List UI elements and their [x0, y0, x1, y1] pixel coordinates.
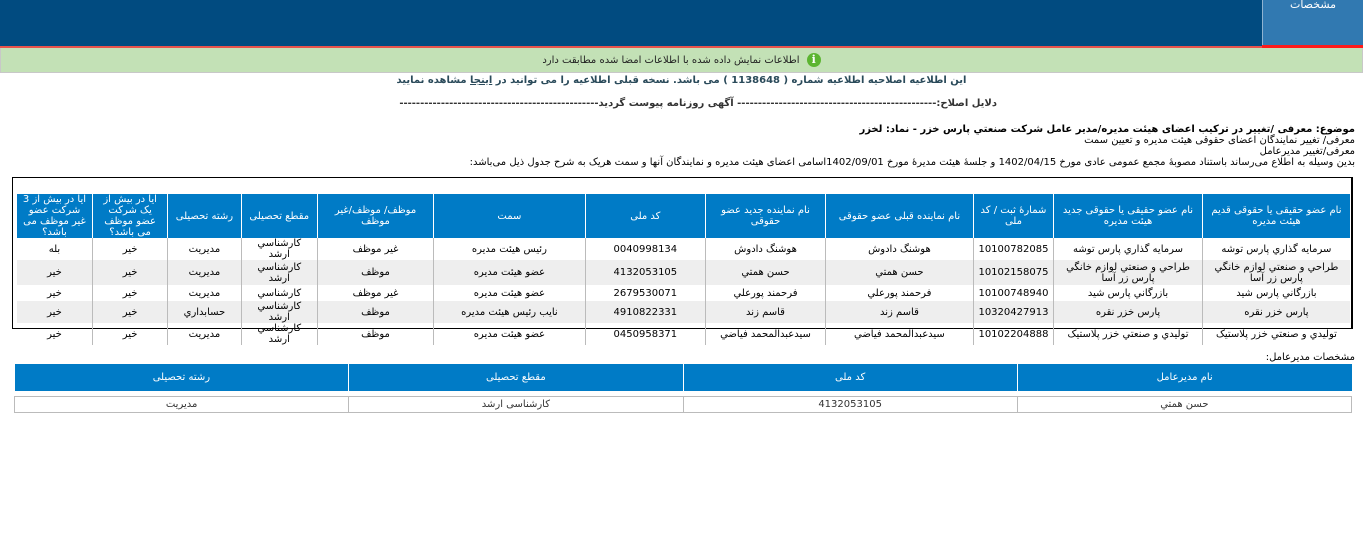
col-ceo-degree: مقطع تحصیلی [349, 364, 683, 391]
col-duty-status: موظف/ موظف/غیر موظف [317, 194, 433, 238]
cell-multi-duty: خیر [92, 301, 167, 323]
cell-prev-rep: سیدعبدالمحمد فیاضي [826, 323, 974, 345]
table-row [17, 323, 1350, 345]
cell-field: مدیریت [168, 260, 241, 285]
ceo-table-header-row [15, 364, 1352, 391]
cell-new-member: بازرگاني پارس شید [1054, 285, 1203, 301]
col-multi-nonduty: آیا در بیش از 3 شرکت عضو غیر موظف می باشد؟ [17, 194, 92, 238]
correction-note-suffix: مشاهده نمایید [396, 75, 467, 86]
cell-prev-rep: حسن همتي [826, 260, 974, 285]
cell-ceo-name: حسن همتي [1017, 396, 1351, 412]
verification-notice-text: اطلاعات نمایش داده شده با اطلاعات امضا شده مطابقت دارد [542, 55, 800, 66]
cell-prev-rep: هوشنگ دادوش [826, 238, 974, 260]
tab-details[interactable] [1262, 0, 1363, 45]
cell-reg-number: 10100782085 [973, 238, 1053, 260]
cell-position: رئیس هیئت مدیره [434, 238, 586, 260]
cell-duty-status: موظف [317, 301, 433, 323]
subject-line-2: معرفی/تغییر مدیرعامل [1259, 146, 1355, 157]
cell-degree: كارشناسي ارشد [241, 323, 317, 345]
cell-reg-number: 10320427913 [973, 301, 1053, 323]
table-row [17, 238, 1350, 260]
cell-multi-nonduty: خیر [47, 328, 62, 340]
cell-ceo-national-id: 4132053105 [683, 396, 1017, 412]
cell-position: عضو هیئت مدیره [434, 323, 586, 345]
cell-duty-status: غیر موظف [317, 238, 433, 260]
cell-new-member: طراحي و صنعتي لوازم خانگي پارس زر آسا [1054, 260, 1203, 285]
cell-national-id: 0040998134 [585, 238, 705, 260]
col-national-id: کد ملی [585, 194, 705, 238]
cell-multi-duty: خیر [92, 260, 167, 285]
col-position: سمت [434, 194, 586, 238]
cell-old-member: توليدي و صنعتي خزر پلاستیک [1202, 323, 1350, 345]
ceo-table [14, 364, 1352, 413]
cell-duty-status: غیر موظف [317, 285, 433, 301]
board-table-header-row [17, 194, 1350, 238]
col-prev-rep: نام نماینده قبلی عضو حقوقی [826, 194, 974, 238]
cell-new-rep: فرحمند پورعلي [705, 285, 825, 301]
subject-line-1: معرفی/ تغییر نمایندگان اعضای حقوقی هیئت مدیره و تعیین سمت [1084, 135, 1355, 146]
table-row [15, 396, 1352, 412]
cell-field: مدیریت [168, 285, 241, 301]
col-ceo-national-id: کد ملی [683, 364, 1017, 391]
cell-reg-number: 10100748940 [973, 285, 1053, 301]
cell-new-rep: حسن همتي [705, 260, 825, 285]
cell-multi-duty: خیر [92, 285, 167, 301]
cell-new-rep: قاسم زند [705, 301, 825, 323]
correction-note-prefix: این اطلاعیه اصلاحیه اطلاعیه شماره ( 1138648 ) می باشد. نسخه قبلی اطلاعیه را می توانید در [495, 75, 967, 86]
cell-new-rep: هوشنگ دادوش [705, 238, 825, 260]
cell-reg-number: 10102158075 [973, 260, 1053, 285]
verification-notice [0, 48, 1363, 73]
cell-ceo-field: مدیریت [15, 396, 349, 412]
cell-national-id: 0450958371 [585, 323, 705, 345]
cell-degree: كارشناسي [241, 285, 317, 301]
cell-field: مدیریت [168, 238, 241, 260]
col-new-member: نام عضو حقیقی یا حقوقی جدید هیئت مدیره [1054, 194, 1203, 238]
col-new-rep: نام نماینده جدید عضو حقوقی [705, 194, 825, 238]
cell-old-member: طراحي و صنعتي لوازم خانگي پارس زر آسا [1202, 260, 1350, 285]
cell-field: مدیریت [168, 323, 241, 345]
cell-multi-nonduty: بله [48, 243, 61, 255]
board-members-table [17, 194, 1350, 345]
cell-new-member: سرمایه گذاري پارس توشه [1054, 238, 1203, 260]
cell-new-member: توليدي و صنعتي خزر پلاستیک [1054, 323, 1203, 345]
cell-multi-nonduty: خیر [17, 301, 92, 323]
cell-old-member: سرمایه گذاري پارس توشه [1202, 238, 1350, 260]
col-ceo-field: رشته تحصیلی [15, 364, 349, 391]
subject-line-3: بدین وسیله به اطلاع می‌رساند باستناد مصوبهٔ مجمع عمومی عادی مورخ 1402/04/15 و جلسهٔ هیئت مدیرهٔ مورخ 1402/09/01اسامی اعضای هیئت مدیره و نمایندگان آنها و سمت هریک به شرح جدول ذیل می‌باشد: [469, 157, 1355, 168]
cell-multi-duty: خیر [92, 238, 167, 260]
col-reg-number: شمارهٔ ثبت / کد ملی [973, 194, 1053, 238]
cell-duty-status: موظف [317, 323, 433, 345]
subject-block [470, 124, 1355, 168]
cell-field: حسابداري [168, 301, 241, 323]
col-field: رشته تحصیلی [168, 194, 241, 238]
cell-old-member: بازرگاني پارس شید [1202, 285, 1350, 301]
table-row [17, 285, 1350, 301]
cell-old-member: پارس خزر نقره [1202, 301, 1350, 323]
col-ceo-name: نام مدیرعامل [1017, 364, 1351, 391]
cell-position: عضو هیئت مدیره [434, 260, 586, 285]
cell-national-id: 4910822331 [585, 301, 705, 323]
ceo-section-label: مشخصات مدیرعامل: [1265, 352, 1355, 363]
cell-duty-status: موظف [317, 260, 433, 285]
cell-degree: كارشناسي ارشد [241, 260, 317, 285]
board-table-frame [12, 177, 1353, 345]
subject-title: موضوع: معرفی /تغییر در ترکیب اعضای هیئت مدیره/مدیر عامل شرکت صنعتي پارس خزر - نماد: لخزر [859, 124, 1355, 135]
cell-multi-nonduty: خیر [17, 260, 92, 285]
col-degree: مقطع تحصیلی [241, 194, 317, 238]
cell-national-id: 2679530071 [585, 285, 705, 301]
tab-details-label: مشخصات [1289, 0, 1337, 11]
cell-multi-duty: خیر [92, 323, 167, 345]
cell-new-member: پارس خزر نقره [1054, 301, 1203, 323]
info-icon: i [807, 53, 821, 67]
cell-national-id: 4132053105 [585, 260, 705, 285]
cell-degree: كارشناسي ارشد [241, 238, 317, 260]
cell-multi-nonduty: خیر [47, 287, 62, 299]
cell-degree: كارشناسي ارشد [241, 301, 317, 323]
cell-new-rep: سیدعبدالمحمد فیاضي [705, 323, 825, 345]
table-row [17, 301, 1350, 323]
cell-prev-rep: قاسم زند [826, 301, 974, 323]
col-old-member: نام عضو حقیقی یا حقوقی قدیم هیئت مدیره [1202, 194, 1350, 238]
table-row [17, 260, 1350, 285]
cell-reg-number: 10102204888 [973, 323, 1053, 345]
cell-prev-rep: فرحمند پورعلي [826, 285, 974, 301]
cell-position: عضو هیئت مدیره [434, 285, 586, 301]
top-header [0, 0, 1363, 46]
correction-note [0, 75, 1363, 86]
correction-reasons: دلایل اصلاح:------------------------------------------------ آگهی روزنامه پیوست گردید------------------------------------------------ [399, 98, 997, 109]
cell-ceo-degree: کارشناسی ارشد [349, 396, 683, 412]
cell-position: نایب رئیس هیئت مدیره [434, 301, 586, 323]
col-multi-duty: آیا در بیش از یک شرکت عضو موظف می باشد؟ [92, 194, 167, 238]
previous-version-link[interactable]: اینجا [470, 75, 493, 86]
